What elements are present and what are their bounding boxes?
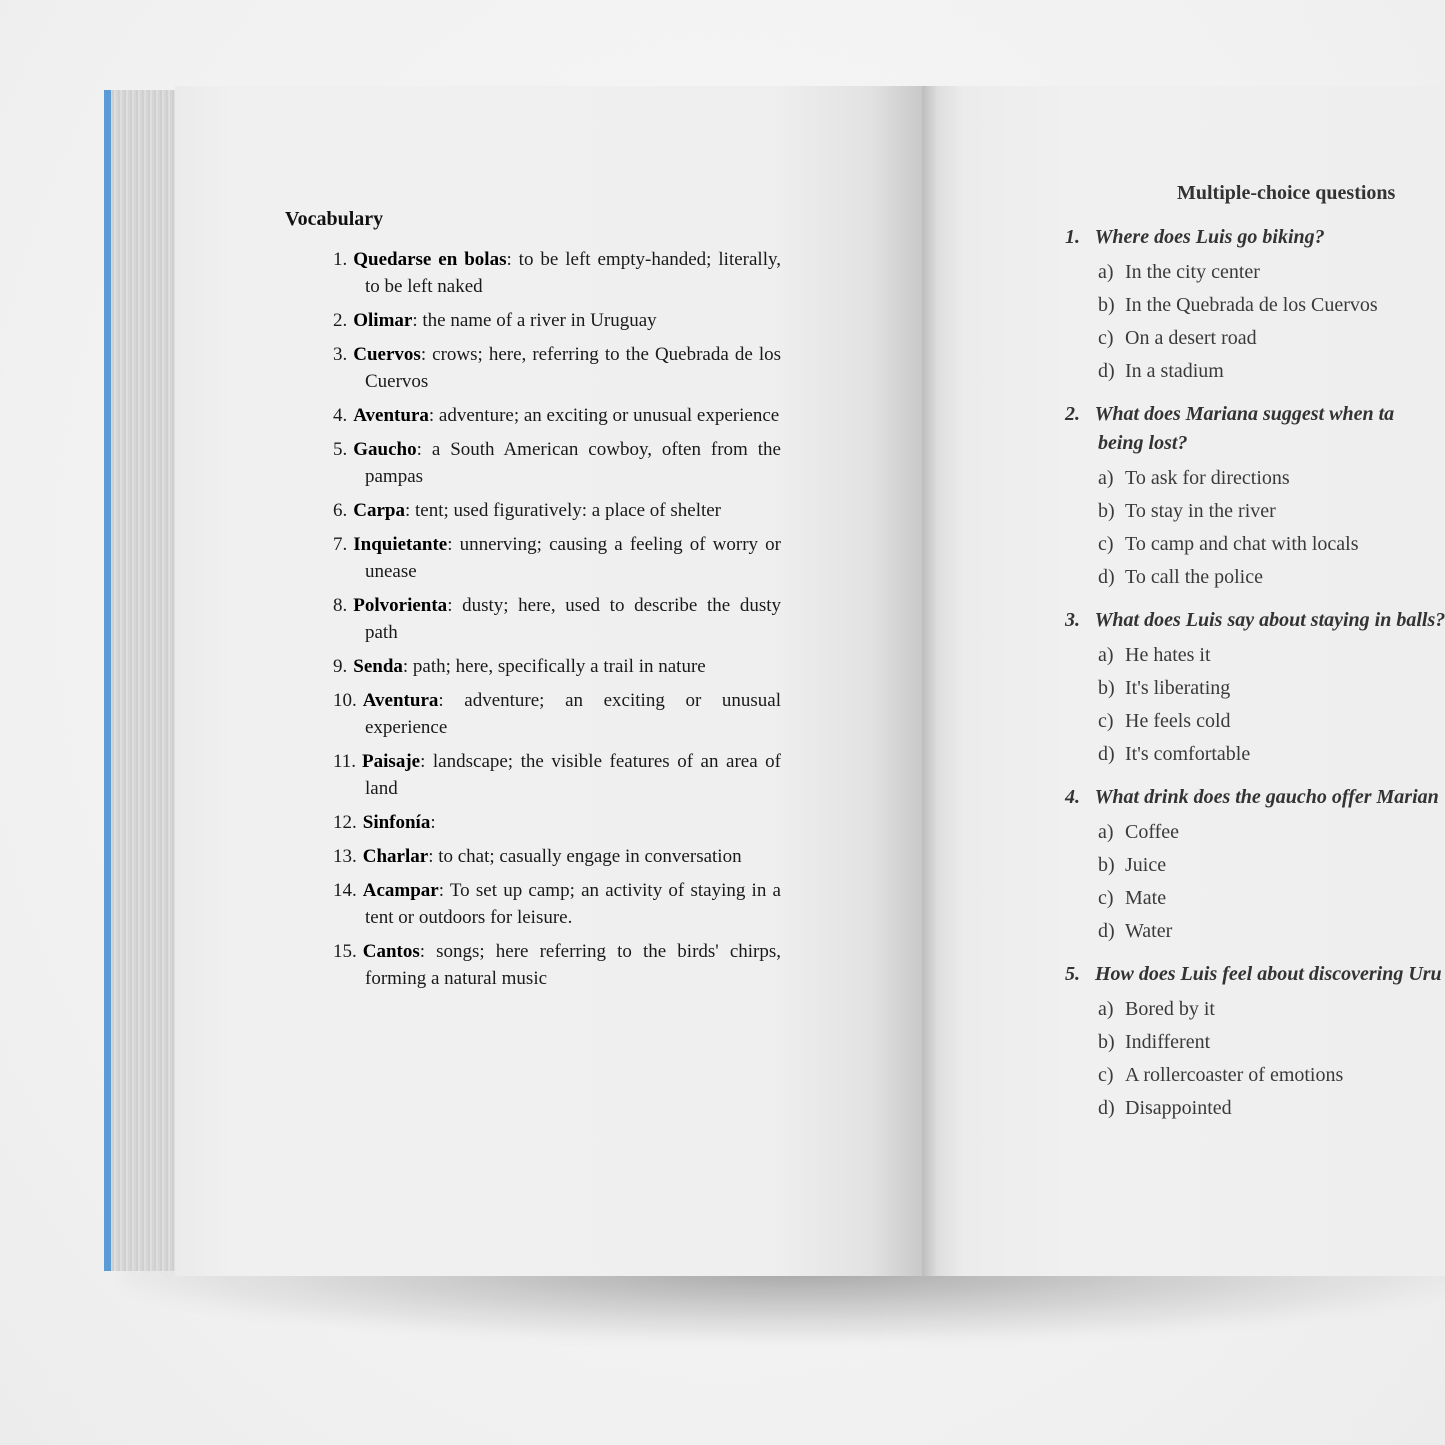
vocabulary-item: 15. Cantos: songs; here referring to the birds' chirps, forming a natural music bbox=[333, 941, 781, 989]
vocabulary-term: Charlar bbox=[362, 846, 429, 867]
answer-option[interactable]: a) To ask for directions bbox=[1098, 467, 1290, 489]
answer-options bbox=[1098, 639, 1445, 771]
answer-option[interactable]: c) He feels cold bbox=[1098, 710, 1231, 732]
vocabulary-definition: : adventure; an exciting or unusual experience bbox=[365, 690, 781, 738]
vocabulary-definition: : crows; here, referring to the Quebrada de los Cuervos bbox=[365, 344, 781, 392]
vocabulary-definition: : path; here, specifically a trail in nature bbox=[402, 656, 706, 677]
vocabulary-term: Carpa bbox=[353, 500, 405, 521]
vocabulary-definition: : landscape; the visible features of an area of land bbox=[365, 751, 781, 799]
vocabulary-term: Gaucho bbox=[353, 439, 417, 460]
answer-options bbox=[1098, 462, 1445, 594]
answer-option[interactable]: d) Disappointed bbox=[1098, 1097, 1232, 1119]
answer-option[interactable]: a) Coffee bbox=[1098, 821, 1180, 843]
vocabulary-definition: : to be left empty-handed; literally, to be left naked bbox=[365, 249, 781, 297]
vocabulary-item: 8. Polvorienta: dusty; here, used to describe the dusty path bbox=[333, 595, 781, 643]
question-text: 1. Where does Luis go biking? bbox=[1065, 226, 1325, 248]
answer-options bbox=[1098, 256, 1445, 388]
answer-option[interactable]: c) Mate bbox=[1098, 887, 1167, 909]
vocabulary-item: 10. Aventura: adventure; an exciting or unusual experience bbox=[333, 690, 781, 738]
question-4 bbox=[1065, 783, 1445, 948]
book-cover-edge bbox=[104, 90, 111, 1271]
vocabulary-item: 5. Gaucho: a South American cowboy, often from the pampas bbox=[333, 439, 781, 487]
answer-option[interactable]: b) It's liberating bbox=[1098, 677, 1231, 699]
vocabulary-item: 1. Quedarse en bolas: to be left empty-handed; literally, to be left naked bbox=[333, 249, 781, 297]
vocabulary-list bbox=[333, 246, 781, 999]
question-1 bbox=[1065, 223, 1445, 388]
question-3 bbox=[1065, 606, 1445, 771]
vocabulary-definition: : songs; here referring to the birds' chirps, forming a natural music bbox=[365, 941, 781, 989]
vocabulary-definition: : to chat; casually engage in conversation bbox=[428, 846, 742, 867]
vocabulary-term: Aventura bbox=[362, 690, 439, 711]
vocabulary-heading: Vocabulary bbox=[285, 208, 384, 230]
answer-option[interactable]: d) It's comfortable bbox=[1098, 743, 1251, 765]
answer-option[interactable]: a) In the city center bbox=[1098, 261, 1260, 283]
vocabulary-item: 13. Charlar: to chat; casually engage in conversation bbox=[333, 846, 742, 867]
question-text: 3. What does Luis say about staying in balls? bbox=[1065, 609, 1445, 631]
vocabulary-term: Quedarse en bolas bbox=[353, 249, 507, 270]
answer-options bbox=[1098, 816, 1445, 948]
page-stack-edge bbox=[111, 90, 176, 1271]
vocabulary-item: 7. Inquietante: unnerving; causing a feeling of worry or unease bbox=[333, 534, 781, 582]
answer-option[interactable]: c) A rollercoaster of emotions bbox=[1098, 1064, 1344, 1086]
left-page bbox=[175, 86, 922, 1276]
vocabulary-term: Olimar bbox=[353, 310, 413, 331]
vocabulary-item: 12. Sinfonía: bbox=[333, 812, 436, 833]
vocabulary-definition: : a South American cowboy, often from the pampas bbox=[365, 439, 781, 487]
answer-option[interactable]: a) He hates it bbox=[1098, 644, 1211, 666]
answer-options bbox=[1098, 993, 1445, 1125]
vocabulary-item: 11. Paisaje: landscape; the visible features of an area of land bbox=[333, 751, 781, 799]
answer-option[interactable]: c) To camp and chat with locals bbox=[1098, 533, 1359, 555]
vocabulary-definition: : bbox=[430, 812, 436, 833]
question-text: 2. What does Mariana suggest when ta being lost? bbox=[1065, 403, 1395, 454]
vocabulary-term: Sinfonía bbox=[362, 812, 431, 833]
vocabulary-item: 9. Senda: path; here, specifically a trail in nature bbox=[333, 656, 706, 677]
vocabulary-term: Cantos bbox=[362, 941, 420, 962]
vocabulary-item: 4. Aventura: adventure; an exciting or unusual experience bbox=[333, 405, 780, 426]
answer-option[interactable]: b) Juice bbox=[1098, 854, 1167, 876]
question-2 bbox=[1065, 400, 1445, 594]
vocabulary-term: Paisaje bbox=[362, 751, 421, 772]
vocabulary-term: Aventura bbox=[353, 405, 429, 426]
vocabulary-definition: : To set up camp; an activity of staying in a tent or outdoors for leisure. bbox=[365, 880, 781, 928]
answer-option[interactable]: d) Water bbox=[1098, 920, 1173, 942]
question-text: 4. What drink does the gaucho offer Marian bbox=[1065, 786, 1439, 808]
vocabulary-item: 3. Cuervos: crows; here, referring to the Quebrada de los Cuervos bbox=[333, 344, 781, 392]
answer-option[interactable]: a) Bored by it bbox=[1098, 998, 1215, 1020]
right-page bbox=[922, 86, 1445, 1276]
vocabulary-term: Inquietante bbox=[353, 534, 448, 555]
vocabulary-term: Cuervos bbox=[353, 344, 421, 365]
vocabulary-item: 6. Carpa: tent; used figuratively: a place of shelter bbox=[333, 500, 722, 521]
answer-option[interactable]: d) In a stadium bbox=[1098, 360, 1224, 382]
vocabulary-definition: : tent; used figuratively: a place of shelter bbox=[404, 500, 722, 521]
vocabulary-term: Acampar bbox=[362, 880, 439, 901]
vocabulary-definition: : the name of a river in Uruguay bbox=[412, 310, 657, 331]
answer-option[interactable]: b) To stay in the river bbox=[1098, 500, 1276, 522]
vocabulary-definition: : adventure; an exciting or unusual experience bbox=[428, 405, 780, 426]
question-5 bbox=[1065, 960, 1445, 1125]
vocabulary-term: Polvorienta bbox=[353, 595, 448, 616]
question-text: 5. How does Luis feel about discovering Uru bbox=[1065, 963, 1442, 985]
answer-option[interactable]: c) On a desert road bbox=[1098, 327, 1257, 349]
vocabulary-item: 14. Acampar: To set up camp; an activity of staying in a tent or outdoors for leisure. bbox=[333, 880, 781, 928]
answer-option[interactable]: b) In the Quebrada de los Cuervos bbox=[1098, 294, 1378, 316]
vocabulary-item: 2. Olimar: the name of a river in Uruguay bbox=[333, 310, 657, 331]
vocabulary-definition: : unnerving; causing a feeling of worry or unease bbox=[365, 534, 781, 582]
vocabulary-definition: : dusty; here, used to describe the dusty path bbox=[365, 595, 781, 643]
answer-option[interactable]: d) To call the police bbox=[1098, 566, 1263, 588]
multiple-choice-heading: Multiple-choice questions bbox=[1177, 182, 1396, 204]
answer-option[interactable]: b) Indifferent bbox=[1098, 1031, 1211, 1053]
vocabulary-term: Senda bbox=[353, 656, 403, 677]
